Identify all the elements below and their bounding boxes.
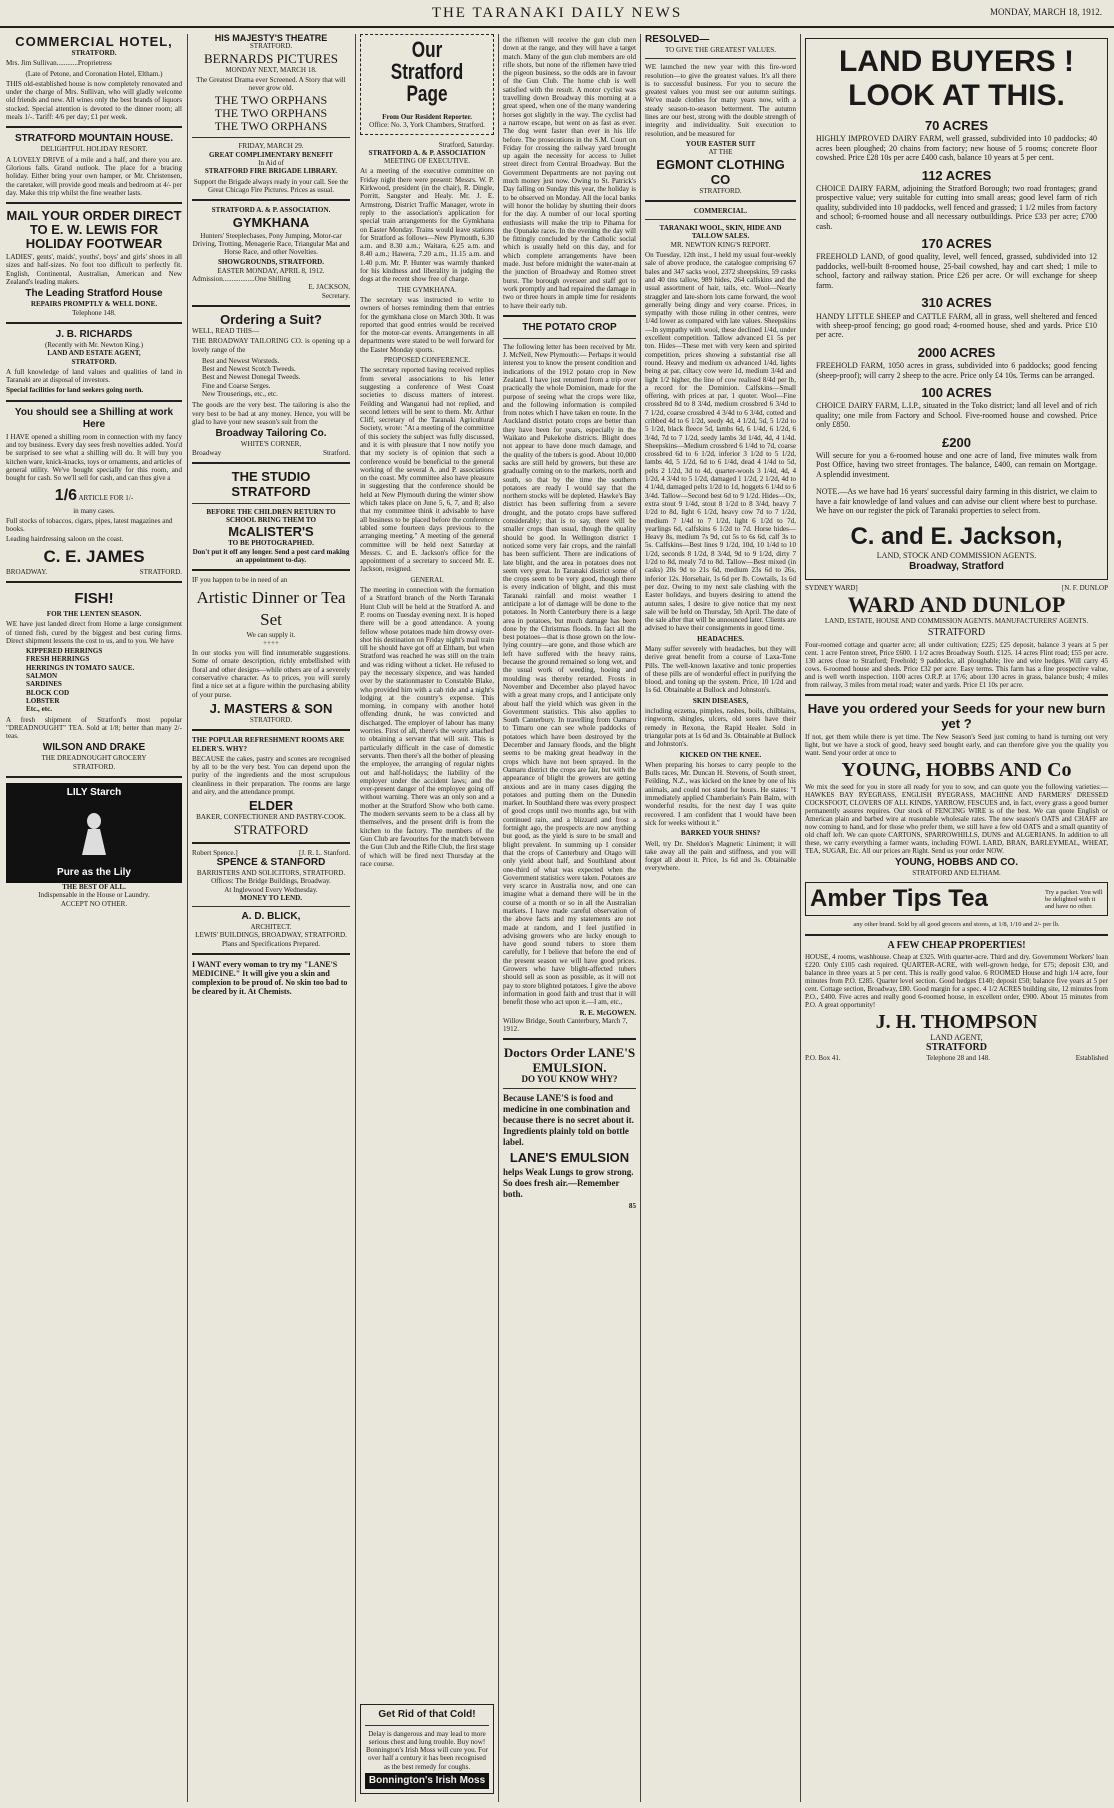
cheap-properties-body: HOUSE, 4 rooms, washhouse. Cheap at £325. With quarter-acre. Third and dry. Government Workers' loan £220. Only £105 cash required. QUARTER-ACRE, with well-grown hedge, for £75; deposit £30, and balance in three years at 5 per cent. This is really good value. 6 ROOMED House and high 1/4 acre, four minutes from P.O. £285. Quarter level section. Good hedges £140; deposit £50; balance five years at 5 per cent. Cottage section, Broadway, £80. Good margin for a spec. 4 1/2 ACRES building site, 12 minutes from P.O., £400. Five acres and really good 6-roomed house, in excellent order, £900. About 15 minutes from P.O. A great opportunity!: [805, 952, 1108, 1009]
benefit-date: FRIDAY, MARCH 29.: [238, 142, 304, 151]
benefit-body: Support the Brigade always ready in your call. See the Great Chicago Fire Pictures. Prices as usual.: [193, 177, 349, 194]
thompson-town: STRATFORD: [926, 1042, 987, 1054]
general-body: The meeting in connection with the formation of a Stratford branch of the North Taranaki Hunt Club will be held at the Stratford A. and P. rooms on Tuesday evening next. It is hoped there will be a good attendance. A young fellow whose potatoes made him drowsy over-shot his destination on Friday night's mail train till he should have got off at Eltham, but when Stratford was reached he was still on the train and was riding without a ticket. He refused to pay the necessary sixpence, and was handed over by the stationmaster to Constable Blake, who provided him with a cab ride and a night's lodging at the country's expense. This morning, in company with another hotel offending drunk, he was convicted and discharged. The employer of labour has many worries. First of all, there's the worry attached to obtaining a servant that will suit. This is particularly difficult in the case of domestic servants. Then there's all the bother of pleasing the employee, the arranging of regular nights out and half-holidays; the liability of the employer under the accident laws; and the ever-present danger of the employee going off without warning. There was an only son and a mother at the Stratford Show who both came. The modern servants seem to be a class all by themselves, and the present drift is from the kitchen to the factory. The members of the Gun Club are favourites for the match between the Gun Club and the Rifle Club, the first stage of which will be fired next Thursday at the race course.: [360, 586, 494, 868]
shilling-hairdressing: Leading hairdressing saloon on the coast.: [6, 535, 124, 544]
list-item: Best and Newest Scotch Tweeds.: [202, 365, 296, 374]
wilson-town: STRATFORD.: [72, 762, 116, 771]
acre-text: FREEHOLD LAND, of good quality, level, well fenced, grassed, subdivided into 12 paddocks, well-built 8-roomed house, 25-bail cowshed, hay and cart shed; 1 mile to school, factory and railway station. Price £26 per acre. Or will exchange for sheep farm.: [816, 252, 1097, 290]
look-at-this-headline: LOOK AT THIS.: [848, 79, 1065, 112]
wool-sub: MR. NEWTON KING'S REPORT.: [670, 240, 771, 249]
richards-name: J. B. RICHARDS: [55, 328, 133, 340]
potato-body: The following letter has been received by Mr. J. McNeil, New Plymouth:— Perhaps it would interest you to know the present condition and indications of the 1912 potato crop in New Zealand. I have just returned from a trip over practically the whole Dominion, made for the purpose of seeing what the crops were like, and the following information is compiled from notes which I have taken en route. In the Auckland district potato crops are better than they have been for years, especially in the Waikato and Pukekohe districts. Blight does not appear to have done much damage, and the quality of the tubers is good. About 10,000 sacks are still held by growers, but these are gradually coming on to the markets, north and south, so that by the time the southern potatoes are ready I would say that the northern stocks will be depleted. Hawke's Bay district has been suffering from a severe drought, and the potato crops have suffered considerably; that is to say, there will be smaller crops than usual, though the quality should be good. In Wellington district I noticed some very fair crops, and the rainfall has been sufficient. There are indications of late blight, and the area in potatoes does not seem very great. In Taranaki district some of the crops seem to be very good, though there is every indication of blight, and this must Taranaki rainfall and moist weather I anticipate a lot of damage will be done to the potatoes. In North Canterbury there is a large area in potatoes, but much damage has been done by the Christmas floods. In fact all the best potatoes—that is those grown on the low-lying country—are gone, and those which are left have suffered with the heavy rains, because the ground remained so long wet, and the usual work of weeding, hoeing and moulding was thereby retarded. Frosts in November and December also played havoc with a great many crops, and I anticipate only about half the yield which was given in the Government statistics. This also applies to South Canterbury. In travelling from Oamaru to Timaru one can see whole paddocks of potatoes which have been destroyed by the December and January floods, and the blight seems to be making great headway in the crops which have not been sprayed. In the Oamaru district the crops are fair, but with the appearance of blight the growers are getting anxious and are in many cases digging the potatoes and putting them on the Dunedin market. In Southland there was every prospect of good crops until two months ago, but with continued rain, and a blizzard and frost a fortnight ago, the prospects are now anything but good, as the yield is sure to be small and blight prevalent. In summing up I consider that the crops of Canterbury and Otago will only yield about half, and Southland about one-third of what was expected when the Government statistics were taken. Potatoes are very scarce in Australia now, and one can imagine what a demand there will be in the course of a month or so in all the Australian markets. I have made careful observation of the above facts and my statements are not made at random, and I feel justified in advising growers who are lucky enough to have good sound tubers to store them carefully, for I believe that before the end of the present season we will have good prices. Growers who have blight-affected tubers should sell as soon as possible, as it will not pay to store blighted potatoes. I give the above information in good faith and trust that it will benefit those who act upon it.—I am, etc.,: [503, 342, 636, 1007]
orphans-line: THE TWO ORPHANS: [214, 119, 328, 134]
fish-body: WE have just landed direct from Home a large consignment of tinned fish, cured by the biggest and best curing firms. Direct shipment lessens the cost to us, and to you. We have: [6, 620, 182, 645]
at-the: AT THE: [708, 148, 733, 157]
suit-body: THE BROADWAY TAILORING CO. is opening up a lovely range of the: [192, 337, 350, 354]
masthead-date: MONDAY, MARCH 18, 1912.: [989, 7, 1102, 17]
lanes-ad-number: 85: [628, 1201, 636, 1210]
column-2: HIS MAJESTY'S THEATRE STRATFORD. BERNARDS PICTURES MONDAY NEXT, MARCH 18. The Greatest Drama ever Screened. A Story that will never grow old. THE TWO ORPHANS THE TWO ORPHANS THE TWO ORPHANS FRIDAY, MARCH 29. GREAT COMPLIMENTARY BENEFIT In Aid of STRATFORD FIRE BRIGADE LIBRARY. Support the Brigade always ready in your call. See the Great Chicago Fire Pictures. Prices as usual. STRATFORD A. & P. ASSOCIATION. GYMKHANA Hunters' Steeplechases, Pony Jumping, Motor-car Driving, Trotting, Menagerie Race, Triangular Mat and Horse Race, and other Novelties. SHOWGROUNDS, STRATFORD. EASTER MONDAY, APRIL 8, 1912. Admission..................One Shilling E. JACKSON, Secretary. Ordering a Suit? WELL, READ THIS— THE BROADWAY TAILORING CO. is opening up a lovely range of the Best and Newest Worsteds. Best and Newest Scotch Tweeds. Best and Newest Donegal Tweeds. Fine and Coarse Serges. New Trouserings, etc., etc. The goods are the very best. The tailoring is also the very best to be had at any money. Hence, you will be glad to have your new season's suit from the Broadway Tailoring Co. WHITE'S CORNER, Broadway Stratford. THE STUDIO STRATFORD BEFORE THE CHILDREN RETURN TO SCHOOL BRING THEM TO McALISTER'S TO BE PHOTOGRAPHED. Don't put it off any longer. Send a post card making an appointment to-day. IF you happen to be in need of an Artistic Dinner or Tea Set We can supply it. ++++ In our stocks you will find innumerable suggestions. Some of ornate description, richly embellished with floral and other designs—while others are of a severely conservative character. As to prices, you will surely find a nice set at a figure within the purchasing ability of your purse. J. MASTERS & SON STRATFORD. THE POPULAR REFRESHMENT ROOMS ARE ELDER'S. WHY? BECAUSE the cakes, pastry and scones are recognised by all to be the very best. You can depend upon the purity of the ingredients and the most scrupulous cleanliness in their preparation. The rooms are large and airy, and the attendance prompt. ELDER BAKER, CONFECTIONER AND PASTRY-COOK. STRATFORD Robert Spence.] [J. R. L. Stanford. SPENCE & STANFORD BARRISTERS AND SOLICITORS, STRATFORD. Offices: The Bridge Buildings, Broadway. At Inglewood Every Wednesday. MONEY TO LEND. A. D. BLICK, ARCHITECT. LEWIS' BUILDINGS, BROADWAY, STRATFORD. Plans and Specifications Prepared. I WANT every woman to try my "LANE'S MEDICINE." It will give you a skin and complexion to be proud of. No skin too bad to be cleared by it. At Chemists.: [192, 34, 350, 996]
skin-headline: SKIN DISEASES,: [692, 696, 749, 705]
lanes-emulsion-tail: helps Weak Lungs to grow strong. So does fresh air.—Remember both.: [503, 1166, 634, 1199]
list-item: LOBSTER: [26, 696, 60, 705]
lewis-body: LADIES', gents', maids', youths', boys' and girls' shoes in all sizes and half-sizes. No foot too difficult to perfectly fit. English, Continental, Australian, American and New Zealand's leading makers.: [6, 253, 182, 287]
james-right: STRATFORD.: [139, 567, 182, 576]
list-item: KIPPERED HERRINGS: [26, 647, 103, 656]
fish-headline: FISH!: [74, 589, 114, 607]
acre-size: 310 ACRES: [921, 295, 992, 311]
stratford-page-banner: [360, 34, 494, 135]
fish-list: [26, 647, 182, 713]
spence-name: SPENCE & STANFORD: [216, 856, 326, 868]
young-hobbs-name: YOUNG, HOBBS AND Co: [841, 758, 1072, 781]
pictures-date: MONDAY NEXT, MARCH 18.: [225, 65, 317, 74]
list-item: SARDINES: [26, 680, 62, 689]
richards-sub: (Recently with Mr. Newton King.): [44, 340, 144, 349]
james-left: BROADWAY.: [6, 567, 48, 576]
knee-body: When preparing his horses to carry people to the Bulls races, Mr. Duncan H. Stevens, of South street, Feilding, N.Z., was kicked on the knee by one of his animals, and could not stand for hours. He states: "I immediately applied Chamberlain's Pain Balm, with wonderful results, for the next day I was quite recovered. I am confident that I would have been sick for weeks without it.": [645, 760, 796, 827]
acre-text: Will secure for you a 6-roomed house and one acre of land, five minutes walk from Post Office, having two street frontages. The balance, £400, can remain on Mortgage. A splendid investment.: [816, 450, 1097, 479]
dateline: Stratford, Saturday.: [438, 140, 494, 149]
benefit-brigade: STRATFORD FIRE BRIGADE LIBRARY.: [204, 167, 338, 176]
spence-right: [J. R. L. Stanford.: [298, 848, 350, 857]
young-hobbs-body: We mix the seed for you in store all ready for you to sow, and can quote you the following varieties:— HAWKES BAY RYEGRASS, ENGLISH RYEGRASS, MACHINE AND FARMERS' DRESSED COCKSFOOT, CLOVERS OF ALL KINDS, YARROW, FESCUES and, in fact, every grass a good burner permanently assures requires. Our stock of FENCING WIRE is of the best. We can quote English or American plain and barbed wire at reasonable wholesale rates. The new season's OATS and CHAFF are now coming to hand, and for those who prefer them, we still have a few old OATS and a small quantity of old chaff left. We can quote CARTONS, SPARROWHILLS, DUNS and ALGERIANS. In addition to all these, we carry everything a farmer wants, including FOWL LARD, BRAN, BARLEYMEAL, WHEAT, TEA, SUGAR, Etc. All our prices are Right. Send us your order NOW.: [805, 782, 1108, 855]
commercial-headline: COMMERCIAL.: [693, 206, 748, 215]
studio-headline: THE STUDIO STRATFORD: [231, 468, 311, 499]
lily-bottom: Pure as the Lily: [57, 867, 131, 879]
easter-suit: YOUR EASTER SUIT: [685, 139, 756, 148]
broadway-tailoring-left: Broadway: [192, 448, 222, 457]
column-5: [645, 34, 796, 1802]
irish-moss-footer: Bonnington's Irish Moss: [365, 1773, 489, 1789]
resolved-body: WE launched the new year with this fire-word resolution—to give the greatest values. It's all there is to successful business. For you to secure the greatest values you must see our autumn suitings. We've made clothes for many years now, with a steady season-to-season betterment. The autumn lines are our best, strong with the double strength of integrity and individuality. Suit execution to resolution, and be measured for: [645, 63, 796, 138]
gymkhana-title: GYMKHANA: [232, 214, 310, 230]
doctors-headline: Doctors Order LANE'S EMULSION.: [503, 1045, 636, 1076]
james-name: C. E. JAMES: [43, 546, 145, 566]
dinner-headline: Artistic Dinner or Tea Set: [196, 587, 346, 629]
column-4: [503, 34, 636, 1802]
mountain-house-sub: DELIGHTFUL HOLIDAY RESORT.: [40, 145, 148, 154]
acre-text: HIGHLY IMPROVED DAIRY FARM, well grassed, subdivided into 10 paddocks; 40 acres been ploughed; 20 chains from factory; new house of 5 rooms; concrete floor cowshed. Price £28 10s per acre £400 cash, balance 10 years at 5 per cent.: [816, 134, 1097, 163]
potato-place: Willow Bridge, South Canterbury, March 7, 1912.: [503, 1016, 628, 1034]
shilling-many: in many cases.: [73, 506, 115, 515]
jackson-town: Broadway, Stratford: [909, 560, 1004, 572]
thompson-established: Established: [1075, 1054, 1108, 1063]
column-3: [360, 34, 494, 1802]
suit-headline: Ordering a Suit?: [220, 311, 322, 327]
acre-size: 100 ACRES: [921, 384, 992, 400]
egmont-town: STRATFORD.: [699, 186, 742, 195]
young-hobbs-town: STRATFORD AND ELTHAM.: [912, 868, 1001, 877]
hotel-town: STRATFORD.: [71, 49, 117, 57]
acre-text: CHOICE DAIRY FARM, adjoining the Stratford Borough; two road frontages; grand prospective value; very suitable for cutting into small areas; good level farm of rich quality, subdivided into 10 paddocks, well fenced and grassed; 1 1/2 miles from factory and school; 6-roomed house and all necessary outbuildings. Price £33 per acre; £700 cash.: [816, 184, 1097, 231]
skin-body: including eczema, pimples, rashes, boils, chilblains, ringworm, shingles, ulcers, old sores have their remedy in Rexona, the Rapid Healer. Sold in triangular pots at 1s 6d and 3s. Obtainable at Bullock and Johnston's.: [645, 707, 796, 749]
doctors-why: DO YOU KNOW WHY?: [521, 1074, 618, 1085]
potato-headline: THE POTATO CROP: [522, 321, 617, 333]
column-1: [6, 34, 182, 1802]
studio-name: McALISTER'S: [228, 524, 314, 540]
fish-tail: A fresh shipment of Stratford's most popular "DREADNOUGHT" TEA. Sold at 1/8; better than many 2/- teas.: [6, 715, 182, 741]
amber-tips-side: Try a packet. You will be delighted with it and have no other.: [1045, 888, 1103, 910]
dinner-body: In our stocks you will find innumerable suggestions. Some of ornate description, richly embellished with floral and other designs—while others are of a severely conservative character. As to prices, you will surely find a nice set at a figure within the purchasing ability of your purse.: [192, 649, 350, 699]
broadway-tailoring-right: Stratford.: [323, 448, 350, 457]
irish-moss-body: Delay is dangerous and may lead to more serious chest and lung trouble. Buy now! Bonnington's Irish Moss will cure you. For over half a century it has been recognised as the best remedy for coughs.: [365, 1729, 489, 1771]
thompson-box: P.O. Box 41.: [805, 1054, 841, 1063]
seeds-headline: Have you ordered your Seeds for your new burn yet ?: [807, 700, 1106, 731]
mountain-house-name: STRATFORD MOUNTAIN HOUSE.: [15, 133, 173, 145]
gymkhana-secretary-title: Secretary.: [321, 291, 350, 300]
acre-text: HANDY LITTLE SHEEP and CATTLE FARM, all in grass, well sheltered and fenced with sheep-proof fencing; go good road; 4-roomed house, shed and yards. Price £10 per acre.: [816, 311, 1097, 340]
hotel-body: THIS old-established house is now completely renovated and under the charge of Mrs. Sullivan, who will gladly welcome old friends and new. All wines only the best brands of liquors stocked. Special attention is devoted to the dinner room; all meals 1/-. Tariff: 4/6 per day; £1 per week.: [6, 79, 182, 122]
jackson-sub: LAND, STOCK AND COMMISSION AGENTS.: [876, 551, 1037, 561]
ward-dunlop-body: Four-roomed cottage and quarter acre; all under cultivation; £225; £25 deposit, balance 3 years at 5 per cent. 1 acre Fenton street, Price £600. 1 1/2 acres Broadway South. £125. 14 acres Flint road; £55 per acre. 130 acres close to Stratford; Freehold; 9 paddocks, all ploughable; live and wire hedges. Will carry 45 cows. 6-roomed house and sheds. Price £32 per acre. Easy terms. This farm has a fine prospective value, and is well worth inspection. 1100 acres O.R.P. at 17/6; about 130 acres in grass, balance bush; 4 miles from railway, 3 miles from metal road; water and yards. Price £1 10s per acre.: [805, 640, 1108, 689]
land-buyers-ad: [805, 38, 1108, 580]
list-item: Fine and Coarse Serges.: [202, 381, 271, 390]
benefit-aid: In Aid of: [258, 159, 284, 168]
spence-money: MONEY TO LEND.: [240, 893, 302, 902]
elder-town: STRATFORD: [233, 821, 309, 837]
stratford-news-body: the riflemen will receive the gun club men down at the range, and they will have a target match. Many of the gun club members are old rifle shots, but none of the riflemen have tried the pigeon business, so the odds are in favour of the Gun Club. The home club is well satisfied with the result. A motor cyclist was travelling down Broadway this morning at a great speed, when one of the many wandering horses got slightly in the way. The cyclist had a narrow escape, but went on as fast as ever. The dog went faster than ever in his life before. The prosecutions in the S.M. Court on Friday for crossing the railway yard brought up again the necessity for access to Juliet street direct from Central Broadway. But the Government Departments are not paying out much money just now. Owing to St. Patrick's Day falling on Sunday this year, the holiday is to be observed on Monday. All the local banks will honor the holiday by shutting their doors for the day. A number of our local sporting enthusiasts will make the trip to Pihama for the Opunake races. In the evening the day will be fittingly concluded by the Catholic social which is usually held on this day, and for which complete arrangements have been made. Just before midnight the water-main at the junction of Broadway and Romeo street burst. The borough overseer and staff got to work promptly and had repaired the damage in two or three hours in ample time for residents to have their early tub.: [503, 36, 636, 310]
cheap-properties-headline: A FEW CHEAP PROPERTIES!: [887, 940, 1026, 952]
elder-sub: BAKER, CONFECTIONER AND PASTRY-COOK.: [196, 813, 346, 822]
assoc-headline: STRATFORD A. & P. ASSOCIATION: [368, 148, 486, 157]
thompson-sub: LAND AGENT,: [930, 1032, 983, 1042]
thompson-telephone: Telephone 28 and 148.: [926, 1054, 990, 1063]
orphans-line: THE TWO ORPHANS: [214, 106, 328, 121]
young-hobbs-name-2: YOUNG, HOBBS AND CO.: [895, 856, 1018, 868]
banner-sub: From Our Resident Reporter.: [382, 113, 472, 121]
dinner-intro: IF you happen to be in need of an: [192, 576, 288, 585]
fish-sub: FOR THE LENTEN SEASON.: [46, 609, 142, 618]
blick-name: A. D. BLICK,: [241, 911, 301, 923]
lily-accept: ACCEPT NO OTHER.: [60, 899, 128, 908]
list-item: Best and Newest Worsteds.: [202, 356, 280, 365]
amber-tips-ad: [805, 882, 1108, 916]
gymkhana-date: EASTER MONDAY, APRIL 8, 1912.: [217, 266, 325, 275]
irish-moss-ad: [360, 1704, 494, 1794]
wilson-sub: THE DREADNOUGHT GROCERY: [41, 754, 147, 763]
theatre-name: HIS MAJESTY'S THEATRE: [214, 34, 328, 43]
resolved-sub: TO GIVE THE GREATEST VALUES.: [664, 46, 777, 54]
ward-dunlop-town: STRATFORD: [927, 626, 986, 638]
richards-town: STRATFORD.: [71, 357, 117, 366]
studio-body: BEFORE THE CHILDREN RETURN TO SCHOOL BRING THEM TO: [206, 507, 336, 525]
masthead: [0, 0, 1114, 28]
studio-tail: Don't put it off any longer. Send a post card making an appointment to-day.: [192, 547, 350, 564]
richards-body: A full knowledge of land values and qualities of land in Taranaki are at disposal of investors.: [6, 367, 182, 385]
lewis-headline: MAIL YOUR ORDER DIRECT TO E. W. LEWIS FOR HOLIDAY FOOTWEAR: [6, 208, 182, 252]
shilling-body: I HAVE opened a shilling room in connection with my fancy and toy business. Every day sees fresh novelties added. You'd be surprised to see what a shilling will do. It will buy you kitchen ware, knick-knacks, toys or ornaments, and articles of general utility. We've bought specially for this room, and bought for cash. So we'll sell for cash, and can thus give a: [6, 432, 182, 483]
amber-tips-title: Amber Tips Tea: [810, 885, 988, 913]
lily-figure-icon: [74, 811, 114, 855]
shilling-price-tail: ARTICLE FOR 1/-: [78, 493, 134, 502]
elder-headline: THE POPULAR REFRESHMENT ROOMS ARE ELDER'S. WHY?: [192, 736, 345, 753]
benefit-title: GREAT COMPLIMENTARY BENEFIT: [208, 150, 334, 159]
theatre-town: STRATFORD.: [249, 42, 293, 51]
acre-size: 70 ACRES: [924, 118, 989, 133]
mountain-house-body: A LOVELY DRIVE of a mile and a half, and there you are. Glorious falls. Grand outlook. The place for a bracing holiday. Either bring your own hamper, or Mr. Christensen, the caretaker, will provide good meals and bedroom at 4/- per day. Make this trip whilst the fine weather lasts.: [6, 155, 182, 197]
gymkhana-grounds: SHOWGROUNDS, STRATFORD.: [217, 258, 325, 267]
elder-body: BECAUSE the cakes, pastry and scones are recognised by all to be the very best. You can depend upon the purity of the ingredients and the most scrupulous cleanliness in their preparation. The rooms are large and airy, and the attendance prompt.: [192, 754, 350, 797]
list-item: FRESH HERRINGS: [26, 655, 90, 664]
pictures-description: The Greatest Drama ever Screened. A Story that will never grow old.: [196, 75, 346, 93]
lily-starch-ad: [6, 783, 182, 883]
dinner-supply: We can supply it.: [246, 630, 296, 639]
column-rule: [498, 34, 499, 1802]
land-note: NOTE.—As we have had 16 years' successful dairy farming in this district, we claim to have a fair knowledge of land values and can advise our client where best to purchase. We have on our register the pick of Taranaki properties to select from.: [816, 487, 1097, 515]
banner-title: Our Stratford Page: [390, 37, 464, 106]
shilling-price: 1/6: [54, 486, 78, 504]
lanes-medicine-body: I WANT every woman to try my "LANE'S MEDICINE." It will give you a skin and complexion to be proud of. No skin too bad to be cleared by it. At Chemists.: [192, 960, 348, 996]
hotel-proprietor-note: (Late of Petone, and Coronation Hotel, Eltham.): [25, 69, 163, 78]
broadway-tailoring-corner: WHITE'S CORNER,: [240, 440, 302, 449]
irish-moss-headline: Get Rid of that Cold!: [378, 1708, 476, 1720]
gymkhana-secretary: E. JACKSON,: [308, 283, 350, 292]
list-item: Best and Newest Donegal Tweeds.: [202, 373, 301, 382]
list-item: New Trouserings, etc., etc.: [202, 390, 278, 399]
column-rule: [640, 34, 641, 1802]
acre-size: 2000 ACRES: [917, 344, 996, 360]
suit-body-2: The goods are the very best. The tailoring is also the very best to be had at any money. Hence, you will be glad to have your new season's suit from the: [192, 401, 350, 426]
wool-headline: TARANAKI WOOL, SKIN, HIDE AND TALLOW SALES.: [659, 224, 782, 241]
masthead-title: THE TARANAKI DAILY NEWS: [431, 4, 683, 21]
richards-special: Special facilities for land seekers going north.: [6, 386, 144, 395]
general-sub: GENERAL: [410, 575, 444, 584]
conference-body: The secretary reported having received replies from several associations to his letter suggesting a conference of West Coast societies to discuss matters of interest. Feilding and Wanganui had not replied, and second letters will be sent to them. Mr. Arthur Cliff, secretary of the Taranaki Agricultural Society, wrote: "At a meeting of the committee of this society the subject was fully discussed, and it is with pleasure that I now notify you that my society is of opinion that such a conference would be beneficial to the general working of the several A. and P. associations on the coast. My committee also have pleasure in suggesting that the conference should be held at New Plymouth during the winter show which takes place on June 5, 6, 7, and 8; also that my committee think it advisable to have all business to be placed before the conference tabled some fourteen days previous to the arranging meeting." A meeting of the general committee will be held next Saturday at Messrs. C. and E. Jackson's office for the appointment of a secretary to succeed Mr. E. Jackson, resigned.: [360, 366, 494, 574]
thompson-name: J. H. THOMPSON: [875, 1010, 1038, 1033]
broadway-tailoring-name: Broadway Tailoring Co.: [215, 428, 327, 440]
gymkhana-body: The secretary was instructed to write to owners of horses reminding them that entries for the gymkhana close on March 30th. It was reported that good entries would be received for the motor-car events. Arrangements in all departments were stated to be well forward for the Easter Monday sports.: [360, 295, 494, 354]
banner-office: Office: No. 3, York Chambers, Stratford.: [369, 121, 485, 130]
suit-read: WELL, READ THIS—: [192, 326, 260, 335]
blick-address: LEWIS' BUILDINGS, BROADWAY, STRATFORD.: [195, 931, 347, 940]
list-item: Etc., etc.: [26, 705, 52, 714]
shilling-tobacco: Full stocks of tobaccos, cigars, pipes, latest magazines and books.: [6, 516, 173, 534]
column-rule: [800, 34, 801, 1802]
wool-body: On Tuesday, 12th inst., I held my usual four-weekly sale of above produce, the catalogue comprising 67 bales and 347 sacks wool, 2372 sheepskins, 59 casks and 40 tins tallow, 989 hides, 264 calfskins and the usual assortment of hair, tails, etc. Wool—Nearly straggler and late-shorn lots came forward, the wool generally being dingy and very coarse. Prices, in sympathy with those ruling in other centres, were 1/4d lower as compared with late values. Sheepskins—In sympathy with wool, these declined 1/4d, under excellent competition. Tallow advanced £1 5s per ton. Hides—These met with very keen and spirited competition, prices showing a substantial rise all round. Heavy and medium ox advanced 1/4d, lights being at par, ciltacy cow were 1d, medium 3/4d and light 1/2 higher, the line of cow realised 8/4d per lb, a record for the Dominion. Calfskins—Small offering, with prices at par, 1 quoter. Wool—Fine crossbred 8d to 8 3/4d, medium crossbred 6 3/4d to 7 1/2d, coarse crossbred 4 3/4d to 6 3/4d, cotted and cribbed 4d to 6 1/2d, seedy 4d, 4 1/2d, 5d, 5 1/2d to 5 1/2d, black fleece 5d, lambs 6d, 6 1/4d, 6 1/2d, 6 3/4d, 7d to 7 1/2d, seedy lambs 3d 1/4d, 4d, 4 1/4d. Sheepskins—Medium crossbred 6 1/4d to 7d, coarse crossbred 6d to 6 1/2d, inferior 3 1/2d to 5 1/2d, lambs 4d, 5 1/2d, 6d to 6 1/4d, dead 4 1/4d to 5d, pelts 2 1/2d, 3d to 4d, quarter-wools 3 1/4d, 4d, 4 1/2d, 4 3/4d to 5 1/2d, damaged 1 1/2d, 2 1/2d, 4d to 4 1/4d, damaged pelts 1/2d to 1d, hoggets 6 1/4d to 6 3/4d. Tallow—Second best 6d to 9 1/2d. Hides—Ox, extra stout 9 1/4d, stout 8 1/2d to 8 3/4d, heavy 7 1/2d to 8d, light 6 1/2d, heavy cow 7d to 7 1/2d, medium 7 1/4d to 7 1/2d, light 6 1/2d to 7d, yearlings 6d, calfskins 6 1/2d to 7d. Horse hides—Heavy 8s, medium 7s 9d, cut 5s to 6s 6d, calf 3s to 5s. Calfskins—Best lines 9 1/2d, 10d, 10 1/4d to 10 1/2d, seconds 8 1/2d, 8 3/4d, 9d to 9 1/2d, dirty 7 1/2d to 8d, mealy 7d to 8d. Tallow—Best mixed (in casks) 20s 9d to 21s 6d, medium 23s 6d to 26s, inferior 12s. Horsehair, 1s 6d per lb. Cowtails, 1s 6d per doz. Owing to my next sale clashing with the Easter holidays, and buyers desiring to attend the autumn sales, I desire to give notice that my next sale will be held on Thursday, 5th April. The date of the sale after that will be announced later. Clients are advised to have their consignments in good time.: [645, 251, 796, 633]
land-buyers-headline: LAND BUYERS !: [838, 45, 1074, 78]
pictures-title: BERNARDS PICTURES: [204, 50, 338, 66]
shins-headline: BARKED YOUR SHINS?: [680, 829, 761, 838]
masters-town: STRATFORD.: [249, 715, 293, 724]
blick-plans: Plans and Specifications Prepared.: [221, 939, 321, 948]
hotel-name: COMMERCIAL HOTEL,: [15, 34, 173, 49]
potato-signature: R. E. McGOWEN.: [579, 1008, 636, 1017]
elder-name: ELDER: [248, 798, 294, 814]
orphans-line: THE TWO ORPHANS: [214, 93, 328, 108]
list-item: SALMON: [26, 672, 58, 681]
ward-dunlop-sub: LAND, ESTATE, HOUSE AND COMMISSION AGENTS. MANUFACTURERS' AGENTS.: [824, 617, 1089, 626]
spence-office: Offices: The Bridge Buildings, Broadway.: [211, 877, 331, 886]
spence-left: Robert Spence.]: [192, 848, 238, 857]
studio-photo: TO BE PHOTOGRAPHED.: [228, 539, 314, 548]
blick-sub: ARCHITECT.: [250, 923, 292, 932]
shilling-headline: You should see a Shilling at work Here: [14, 406, 174, 430]
lewis-repairs: REPAIRS PROMPTLY & WELL DONE.: [30, 300, 158, 309]
gymkhana-events: Hunters' Steeplechases, Pony Jumping, Motor-car Driving, Trotting, Menagerie Race, Triangular Mat and Horse Race, and other Novelties.: [192, 231, 350, 257]
masters-name: J. MASTERS & SON: [209, 700, 333, 716]
doctors-body: Because LANE'S is food and medicine in one combination and because there is no secret about it. Ingredients plainly told on bottle label.: [503, 1092, 634, 1147]
suit-list: [202, 357, 350, 398]
wilson-name: WILSON AND DRAKE: [42, 742, 146, 754]
spence-sub: BARRISTERS AND SOLICITORS, STRATFORD.: [196, 868, 346, 877]
shins-body: Well, try Dr. Sheldon's Magnetic Liniment; it will take away all the pain and stiffness, and you will forget all about it. Price, 1s 6d and 3s. Obtainable everywhere.: [645, 839, 796, 873]
gymkhana-association: STRATFORD A. & P. ASSOCIATION.: [211, 206, 331, 215]
knee-headline: KICKED ON THE KNEE.: [679, 750, 762, 759]
acre-size: 112 ACRES: [921, 167, 992, 183]
column-rule: [355, 34, 356, 1802]
lily-top: LILY Starch: [66, 787, 122, 799]
assoc-sub: MEETING OF EXECUTIVE.: [383, 157, 471, 166]
resolved-headline: RESOLVED—: [645, 34, 710, 45]
gymkhana-sub: THE GYMKHANA.: [397, 285, 457, 294]
column-rule: [187, 34, 188, 1802]
headaches-body: Many suffer severely with headaches, but they will derive great benefit from a course of Laxa-Tone Pills. The well-known laxative and tonic properties of these pills are of wonderful effect in purifying the blood, and toning up the system. Price, 10 1/2d and 1s 6d. Obtainable at Bullock and Johnston's.: [645, 645, 796, 695]
lily-best: THE BEST OF ALL.: [62, 883, 126, 892]
conference-sub: PROPOSED CONFERENCE.: [383, 356, 471, 365]
jackson-name: C. and E. Jackson,: [850, 523, 1063, 551]
lanes-emulsion-name: LANE'S EMULSION: [509, 1149, 630, 1165]
acre-text: CHOICE DAIRY FARM, L.I.P., situated in the Toko district; land all level and of rich quality; one mile from Factory and School. Five-roomed house and cowshed. Price only £850.: [816, 401, 1097, 430]
richards-line: LAND AND ESTATE AGENT,: [47, 349, 141, 358]
lily-tagline: Indispensable in the House or Laundry.: [38, 891, 150, 900]
amber-tips-foot: any other brand. Sold by all good grocers and stores, at 1/8, 1/10 and 2/- per lb.: [853, 921, 1060, 929]
ward-left: SYDNEY WARD]: [805, 583, 858, 592]
gymkhana-admission: Admission..................One Shilling: [192, 275, 291, 284]
lewis-store: The Leading Stratford House: [25, 288, 163, 300]
acre-text: FREEHOLD FARM, 1050 acres in grass, subdivided into 6 paddocks; good fencing (sheep-proof); will carry 2 sheep to the acre. Price only £4 10s. Terms can be arranged.: [816, 361, 1097, 380]
spence-inglewood: At Inglewood Every Wednesday.: [224, 885, 318, 894]
assoc-body: At a meeting of the executive committee on Friday night there were present: Messrs. W. P. Kirkwood, president (in the chair), R. Dingle, Porritt, Sangster and Healy. Mr. J. E. Armstrong, District Traffic Manager, wrote in reply to the association's application for special train arrangements for the Gymkhana on Easter Monday. Trains would leave stations for Stratford as follows—New Plymouth, 6.30 a.m. and 8.30 a.m.; Waitara, 6.25 a.m. and 8.40 a.m.; Hawera, 7.20 a.m., 11.15 a.m. and 1.40 p.m. Mr. P. Hunter was warmly thanked for his kindness and liberality in judging the dogs at the recent show free of charge.: [360, 167, 494, 284]
seeds-body: If not, get them while there is yet time. The New Season's Seed just coming to hand is turning out very light, but we have a stock of good, heavy seed bought early, and can therefore give you the quality you want. Send your order at once to: [805, 732, 1108, 757]
list-item: HERRINGS IN TOMATO SAUCE.: [26, 663, 135, 672]
acre-size: 170 ACRES: [921, 236, 992, 252]
headaches-headline: HEADACHES.: [697, 634, 744, 643]
egmont-clothing-name: EGMONT CLOTHING CO: [656, 156, 785, 187]
list-item: BLOCK COD: [26, 688, 70, 697]
lewis-telephone: Telephone 148.: [72, 308, 116, 317]
column-6: [805, 34, 1108, 1802]
hotel-proprietor: Mrs. Jim Sullivan............Proprietress: [6, 59, 112, 68]
ward-right: [N. F. DUNLOP: [1061, 583, 1108, 592]
ward-dunlop-name: WARD AND DUNLOP: [847, 592, 1066, 618]
acre-size: £200: [942, 434, 971, 450]
